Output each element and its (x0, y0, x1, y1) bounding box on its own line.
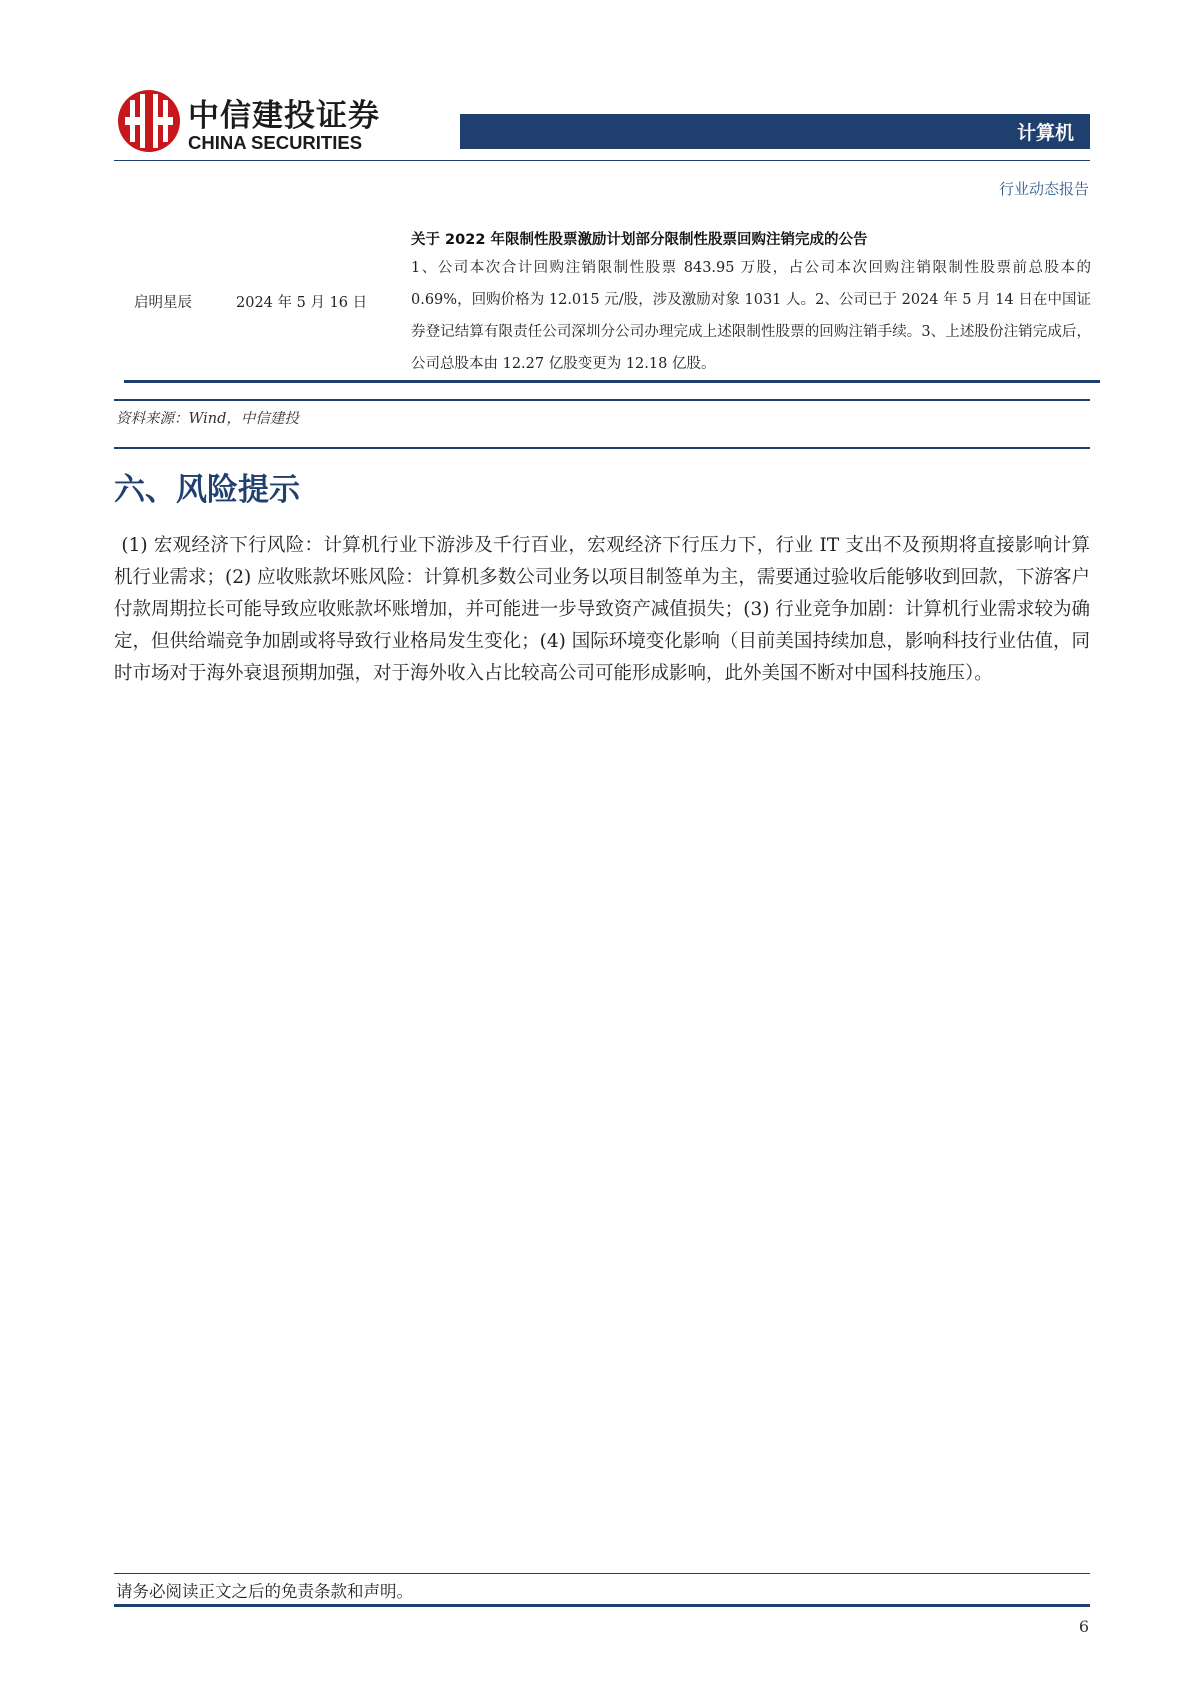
source-divider-bottom (114, 447, 1090, 449)
announcement-company: 启明星辰 (134, 295, 192, 311)
announcement-date: 2024 年 5 月 16 日 (236, 295, 368, 311)
footer-divider-top (114, 1573, 1090, 1574)
section-body: (1) 宏观经济下行风险：计算机行业下游涉及千行百业，宏观经济下行压力下，行业 IT 支出不及预期将直接影响计算机行业需求；(2) 应收账款坏账风险：计算机多数公司业务以项目制签单为主，需要通过验收后能够收到回款，下游客户付款周期拉长可能导致应收账款坏账增加，并可能进一步导致资产减值损失；(3) 行业竞争加剧：计算机行业需求较为确定，但供给端竞争加剧或将导致行业格局发生变化；(4) 国际环境变化影响（目前美国持续加息，影响科技行业估值，同时市场对于海外衰退预期加强，对于海外收入占比较高公司可能形成影响，此外美国不断对中国科技施压）。 (114, 535, 1090, 684)
source-divider-top (114, 399, 1090, 401)
logo-chinese-name: 中信建投证券 (188, 98, 380, 134)
table-bottom-rule (124, 380, 1100, 383)
china-securities-logo-icon (116, 88, 182, 154)
announcement-title: 关于 2022 年限制性股票激励计划部分限制性股票回购注销完成的公告 (411, 232, 868, 248)
footer-divider-bottom (114, 1604, 1090, 1607)
sector-banner (460, 114, 1090, 149)
footer-disclaimer: 请务必阅读正文之后的免责条款和声明。 (116, 1582, 413, 1601)
report-type: 行业动态报告 (998, 180, 1089, 198)
header-divider (114, 160, 1090, 161)
announcement-body: 1、公司本次合计回购注销限制性股票 843.95 万股，占公司本次回购注销限制性股票前总股本的 0.69%，回购价格为 12.015 元/股，涉及激励对象 1031 人。2、公司已于 2024 年 5 月 14 日在中国证券登记结算有限责任公司深圳分公司办理完成上述限制性股票的回购注销手续。3、上述股份注销完成后，公司总股本由 12.27 亿股变更为 12.18 亿股。 (411, 260, 1091, 372)
table-source: 资料来源：Wind，中信建投 (116, 411, 299, 427)
logo-english-name: CHINA SECURITIES (188, 132, 363, 153)
sector-label: 计算机 (1016, 122, 1074, 144)
page-number: 6 (1078, 1617, 1089, 1636)
section-title: 六、风险提示 (114, 472, 300, 508)
